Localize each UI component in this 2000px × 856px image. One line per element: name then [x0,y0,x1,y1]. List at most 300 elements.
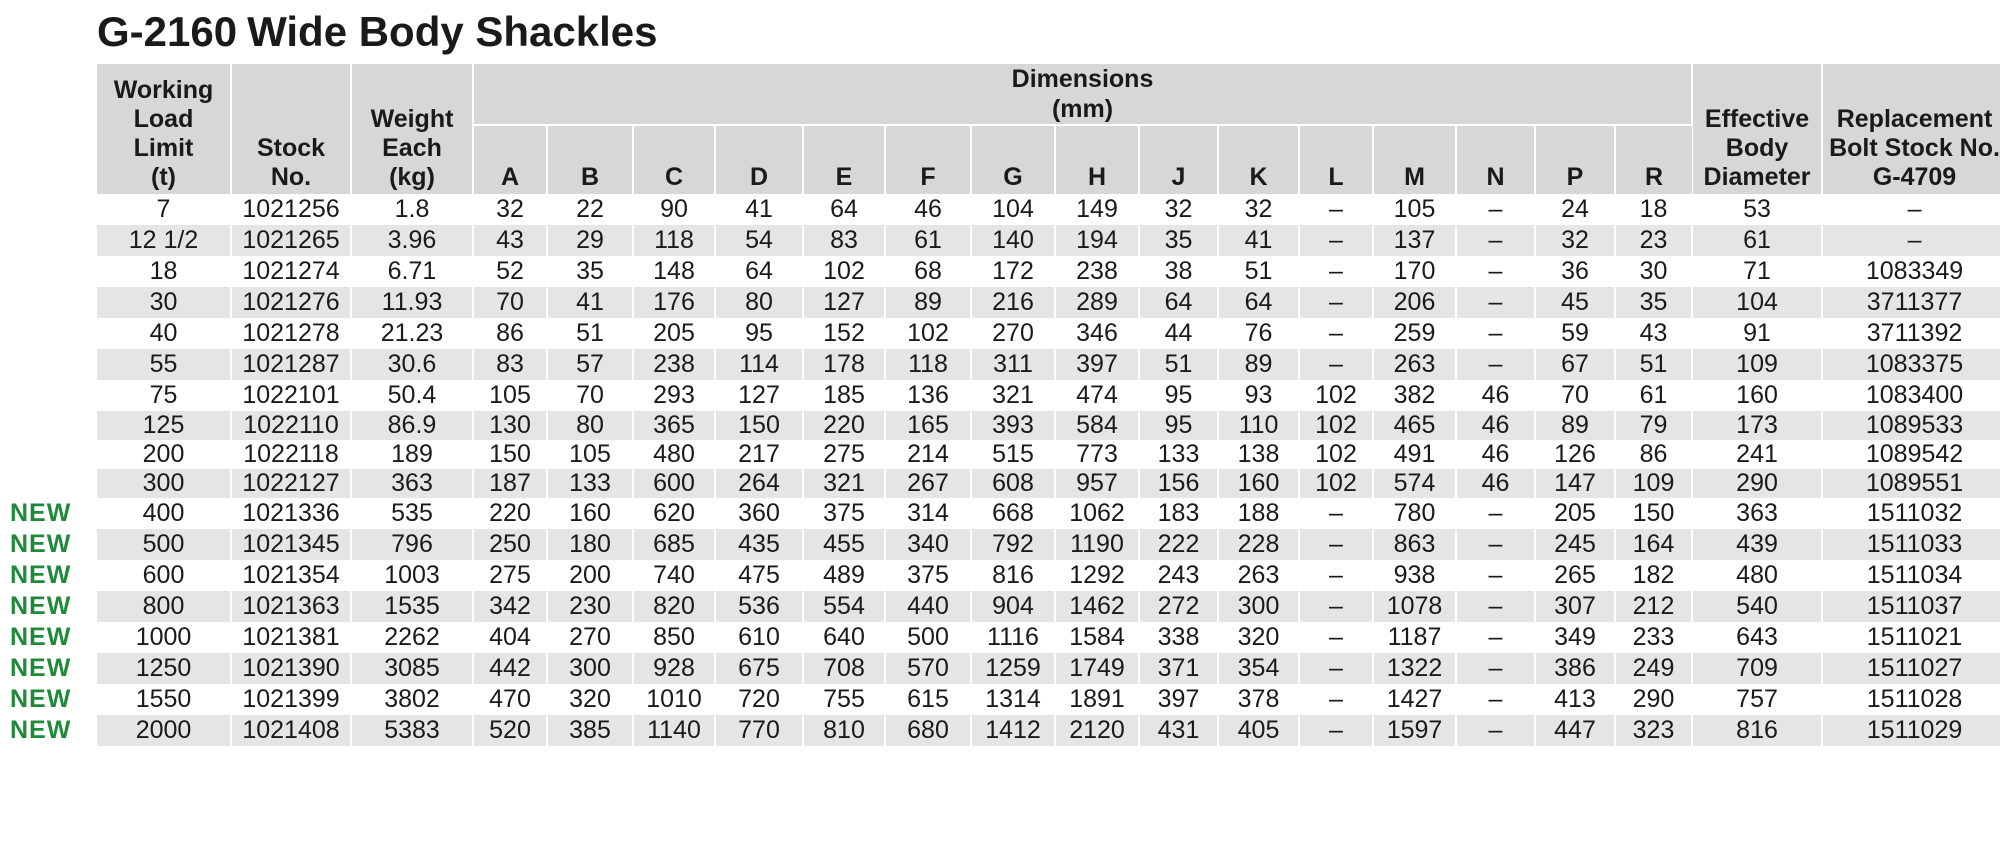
table-cell: 536 [715,591,803,622]
table-cell: – [1456,256,1535,287]
title-code: G-2160 [97,8,238,55]
table-cell: 53 [1692,194,1822,225]
header-effective-body-diameter: Effective Body Diameter [1692,64,1822,194]
table-cell: 620 [633,498,715,529]
table-cell: 928 [633,653,715,684]
new-badge: NEW [10,715,72,744]
table-cell: 320 [547,684,633,715]
table-cell: 264 [715,469,803,498]
table-cell: 1535 [351,591,473,622]
table-cell: 1022118 [231,440,351,469]
table-cell: 615 [885,684,971,715]
table-cell: 61 [885,225,971,256]
table-row [97,498,2000,529]
table-cell: 405 [1218,715,1299,746]
header-dim-n: N [1456,125,1535,194]
header-dim-r: R [1615,125,1692,194]
table-cell: – [1299,529,1373,560]
table-row [97,653,2000,684]
table-cell: 1021336 [231,498,351,529]
table-cell: 133 [1139,440,1218,469]
shackle-spec-table [97,64,2000,746]
table-cell: 182 [1615,560,1692,591]
header-dim-b: B [547,125,633,194]
table-cell: 2262 [351,622,473,653]
table-cell: 275 [803,440,885,469]
table-cell: 1749 [1055,653,1139,684]
table-cell: 23 [1615,225,1692,256]
table-cell: 1021381 [231,622,351,653]
header-dim-m: M [1373,125,1456,194]
table-cell: 365 [633,411,715,440]
table-cell: 1511034 [1822,560,2000,591]
table-cell: 205 [1535,498,1615,529]
table-cell: 1597 [1373,715,1456,746]
table-cell: 150 [1615,498,1692,529]
table-cell: 480 [1692,560,1822,591]
table-cell: 12 1/2 [97,225,231,256]
table-cell: 1083349 [1822,256,2000,287]
table-cell: 102 [1299,411,1373,440]
table-cell: 1427 [1373,684,1456,715]
table-cell: 378 [1218,684,1299,715]
table-cell: 300 [1218,591,1299,622]
table-cell: 127 [715,380,803,411]
table-cell: 45 [1535,287,1615,318]
table-cell: 640 [803,622,885,653]
table-cell: 79 [1615,411,1692,440]
table-cell: – [1299,684,1373,715]
table-cell: 86.9 [351,411,473,440]
table-cell: 212 [1615,591,1692,622]
table-cell: 30.6 [351,349,473,380]
table-cell: 263 [1218,560,1299,591]
table-cell: 1022127 [231,469,351,498]
table-cell: 105 [547,440,633,469]
table-cell: 165 [885,411,971,440]
table-cell: 1511033 [1822,529,2000,560]
table-cell: 118 [633,225,715,256]
table-cell: 18 [1615,194,1692,225]
header-dim-e: E [803,125,885,194]
table-cell: 200 [547,560,633,591]
table-cell: 740 [633,560,715,591]
table-cell: 185 [803,380,885,411]
table-cell: 1021399 [231,684,351,715]
table-cell: 32 [473,194,547,225]
new-badge: NEW [10,560,72,589]
table-cell: 6.71 [351,256,473,287]
table-cell: 54 [715,225,803,256]
table-cell: 489 [803,560,885,591]
header-dim-a: A [473,125,547,194]
table-cell: 46 [885,194,971,225]
table-cell: 205 [633,318,715,349]
table-cell: 1462 [1055,591,1139,622]
table-cell: 220 [803,411,885,440]
table-cell: – [1299,256,1373,287]
table-cell: 7 [97,194,231,225]
table-cell: 51 [547,318,633,349]
table-cell: 104 [971,194,1055,225]
table-cell: 554 [803,591,885,622]
header-stock-no: Stock No. [231,64,351,194]
table-cell: 152 [803,318,885,349]
table-row [97,440,2000,469]
table-cell: 188 [1218,498,1299,529]
new-badge: NEW [10,622,72,651]
table-cell: 75 [97,380,231,411]
table-cell: 1089533 [1822,411,2000,440]
table-cell: 35 [1615,287,1692,318]
table-cell: 138 [1218,440,1299,469]
table-cell: 217 [715,440,803,469]
table-cell: 267 [885,469,971,498]
table-cell: 1021363 [231,591,351,622]
table-cell: 35 [1139,225,1218,256]
table-cell: 680 [885,715,971,746]
table-cell: 500 [97,529,231,560]
table-row [97,287,2000,318]
table-cell: 413 [1535,684,1615,715]
table-cell: 1003 [351,560,473,591]
new-badge: NEW [10,653,72,682]
table-cell: 67 [1535,349,1615,380]
table-cell: 500 [885,622,971,653]
table-cell: 1412 [971,715,1055,746]
table-cell: 86 [473,318,547,349]
table-cell: 68 [885,256,971,287]
table-row [97,622,2000,653]
table-cell: 1021408 [231,715,351,746]
table-cell: 1259 [971,653,1055,684]
table-cell: – [1299,194,1373,225]
table-cell: 222 [1139,529,1218,560]
new-badge: NEW [10,498,72,527]
table-cell: 816 [971,560,1055,591]
table-cell: 3802 [351,684,473,715]
table-cell: 178 [803,349,885,380]
table-cell: 447 [1535,715,1615,746]
table-cell: 46 [1456,380,1535,411]
table-cell: 708 [803,653,885,684]
table-cell: – [1299,715,1373,746]
table-cell: – [1456,529,1535,560]
table-cell: 35 [547,256,633,287]
page-title [97,8,668,56]
table-cell: 385 [547,715,633,746]
table-cell: 1089542 [1822,440,2000,469]
table-cell: 41 [715,194,803,225]
table-cell: 307 [1535,591,1615,622]
table-cell: 2120 [1055,715,1139,746]
table-cell: 51 [1615,349,1692,380]
table-cell: 440 [885,591,971,622]
table-cell: 2000 [97,715,231,746]
table-cell: 800 [97,591,231,622]
table-cell: 102 [1299,380,1373,411]
table-row [97,715,2000,746]
table-cell: 228 [1218,529,1299,560]
table-cell: 773 [1055,440,1139,469]
table-cell: 61 [1692,225,1822,256]
table-cell: 1250 [97,653,231,684]
table-cell: 1089551 [1822,469,2000,498]
table-cell: 216 [971,287,1055,318]
table-cell: 311 [971,349,1055,380]
table-cell: 675 [715,653,803,684]
table-cell: 1021287 [231,349,351,380]
table-cell: – [1456,349,1535,380]
table-cell: 89 [1535,411,1615,440]
table-cell: 127 [803,287,885,318]
table-cell: 938 [1373,560,1456,591]
table-cell: 720 [715,684,803,715]
table-cell: 183 [1139,498,1218,529]
table-cell: 455 [803,529,885,560]
table-cell: 338 [1139,622,1218,653]
table-cell: – [1822,225,2000,256]
table-cell: 149 [1055,194,1139,225]
table-cell: 160 [1692,380,1822,411]
table-cell: 11.93 [351,287,473,318]
table-cell: 474 [1055,380,1139,411]
table-cell: – [1456,653,1535,684]
table-cell: 321 [971,380,1055,411]
table-cell: – [1456,287,1535,318]
table-cell: 105 [473,380,547,411]
table-cell: 863 [1373,529,1456,560]
table-cell: – [1299,653,1373,684]
table-row [97,318,2000,349]
table-cell: 140 [971,225,1055,256]
table-cell: 30 [97,287,231,318]
table-row [97,380,2000,411]
table-cell: 397 [1139,684,1218,715]
table-cell: 160 [547,498,633,529]
table-cell: 102 [1299,440,1373,469]
table-cell: 755 [803,684,885,715]
table-cell: 114 [715,349,803,380]
table-cell: – [1456,591,1535,622]
table-cell: 70 [473,287,547,318]
table-cell: 275 [473,560,547,591]
table-cell: 1511021 [1822,622,2000,653]
table-cell: 136 [885,380,971,411]
table-cell: 3711392 [1822,318,2000,349]
table-cell: 206 [1373,287,1456,318]
table-cell: – [1456,622,1535,653]
table-cell: 102 [885,318,971,349]
table-cell: 1511028 [1822,684,2000,715]
table-cell: 3711377 [1822,287,2000,318]
table-cell: 780 [1373,498,1456,529]
table-cell: 46 [1456,440,1535,469]
table-cell: – [1299,498,1373,529]
table-cell: 230 [547,591,633,622]
table-cell: 70 [1535,380,1615,411]
table-cell: 61 [1615,380,1692,411]
table-cell: 83 [473,349,547,380]
table-cell: 180 [547,529,633,560]
table-cell: 535 [351,498,473,529]
table-cell: – [1456,560,1535,591]
table-cell: 1021276 [231,287,351,318]
table-cell: 194 [1055,225,1139,256]
table-cell: 1550 [97,684,231,715]
table-cell: 290 [1692,469,1822,498]
table-cell: 270 [547,622,633,653]
table-cell: 173 [1692,411,1822,440]
table-cell: 80 [547,411,633,440]
table-cell: 515 [971,440,1055,469]
table-cell: 397 [1055,349,1139,380]
table-cell: 1187 [1373,622,1456,653]
header-replacement-bolt: Replacement Bolt Stock No. G-4709 [1822,64,2000,194]
table-cell: 36 [1535,256,1615,287]
table-cell: 64 [1139,287,1218,318]
table-cell: 38 [1139,256,1218,287]
header-dim-k: K [1218,125,1299,194]
table-cell: 90 [633,194,715,225]
table-cell: 816 [1692,715,1822,746]
table-cell: 29 [547,225,633,256]
table-cell: 349 [1535,622,1615,653]
table-cell: 600 [97,560,231,591]
table-cell: 32 [1139,194,1218,225]
table-cell: 300 [97,469,231,498]
table-cell: 109 [1692,349,1822,380]
table-cell: 1292 [1055,560,1139,591]
new-badge: NEW [10,529,72,558]
table-cell: 64 [715,256,803,287]
table-cell: 491 [1373,440,1456,469]
table-cell: 70 [547,380,633,411]
table-cell: 76 [1218,318,1299,349]
table-cell: 30 [1615,256,1692,287]
table-cell: 238 [633,349,715,380]
table-cell: 164 [1615,529,1692,560]
table-cell: 792 [971,529,1055,560]
table-cell: 1078 [1373,591,1456,622]
table-cell: 71 [1692,256,1822,287]
table-cell: 520 [473,715,547,746]
table-cell: 170 [1373,256,1456,287]
table-cell: 1891 [1055,684,1139,715]
table-cell: – [1456,498,1535,529]
table-cell: 80 [715,287,803,318]
table-cell: 133 [547,469,633,498]
table-cell: 957 [1055,469,1139,498]
table-cell: 3.96 [351,225,473,256]
table-cell: 272 [1139,591,1218,622]
table-cell: 250 [473,529,547,560]
header-dim-l: L [1299,125,1373,194]
table-cell: 241 [1692,440,1822,469]
table-cell: 245 [1535,529,1615,560]
table-cell: 1140 [633,715,715,746]
table-cell: 46 [1456,469,1535,498]
table-cell: 354 [1218,653,1299,684]
table-cell: – [1456,684,1535,715]
header-dim-h: H [1055,125,1139,194]
table-cell: 382 [1373,380,1456,411]
table-cell: 1021345 [231,529,351,560]
table-cell: – [1299,287,1373,318]
table-cell: 32 [1535,225,1615,256]
table-cell: – [1456,194,1535,225]
table-cell: 1010 [633,684,715,715]
table-cell: – [1299,349,1373,380]
table-cell: – [1299,622,1373,653]
table-cell: 1511032 [1822,498,2000,529]
table-cell: 400 [97,498,231,529]
table-cell: 1021265 [231,225,351,256]
table-cell: 176 [633,287,715,318]
table-cell: 263 [1373,349,1456,380]
table-cell: 51 [1218,256,1299,287]
table-cell: 757 [1692,684,1822,715]
new-badge: NEW [10,591,72,620]
table-row [97,560,2000,591]
table-cell: 323 [1615,715,1692,746]
title-name: Wide Body Shackles [247,8,658,55]
table-cell: 150 [473,440,547,469]
table-cell: 796 [351,529,473,560]
table-cell: 89 [885,287,971,318]
table-cell: 570 [885,653,971,684]
table-cell: 1322 [1373,653,1456,684]
table-cell: – [1299,318,1373,349]
table-row [97,529,2000,560]
table-cell: – [1299,591,1373,622]
table-cell: 810 [803,715,885,746]
table-cell: 150 [715,411,803,440]
table-cell: 668 [971,498,1055,529]
table-cell: 363 [351,469,473,498]
table-cell: 102 [803,256,885,287]
table-cell: 43 [1615,318,1692,349]
table-cell: 404 [473,622,547,653]
table-cell: – [1456,715,1535,746]
table-cell: 540 [1692,591,1822,622]
table-cell: – [1456,318,1535,349]
table-cell: 1584 [1055,622,1139,653]
table-cell: 91 [1692,318,1822,349]
table-cell: 1083400 [1822,380,2000,411]
table-cell: 435 [715,529,803,560]
table-cell: 104 [1692,287,1822,318]
header-dim-p: P [1535,125,1615,194]
table-cell: 22 [547,194,633,225]
table-cell: 52 [473,256,547,287]
table-cell: 904 [971,591,1055,622]
table-cell: 1021390 [231,653,351,684]
table-cell: 346 [1055,318,1139,349]
table-cell: 55 [97,349,231,380]
table-cell: 470 [473,684,547,715]
table-cell: 1022110 [231,411,351,440]
table-cell: 137 [1373,225,1456,256]
table-cell: 289 [1055,287,1139,318]
table-row [97,225,2000,256]
table-row [97,591,2000,622]
table-cell: 95 [1139,380,1218,411]
table-cell: 442 [473,653,547,684]
table-cell: 465 [1373,411,1456,440]
table-cell: 109 [1615,469,1692,498]
table-cell: 130 [473,411,547,440]
